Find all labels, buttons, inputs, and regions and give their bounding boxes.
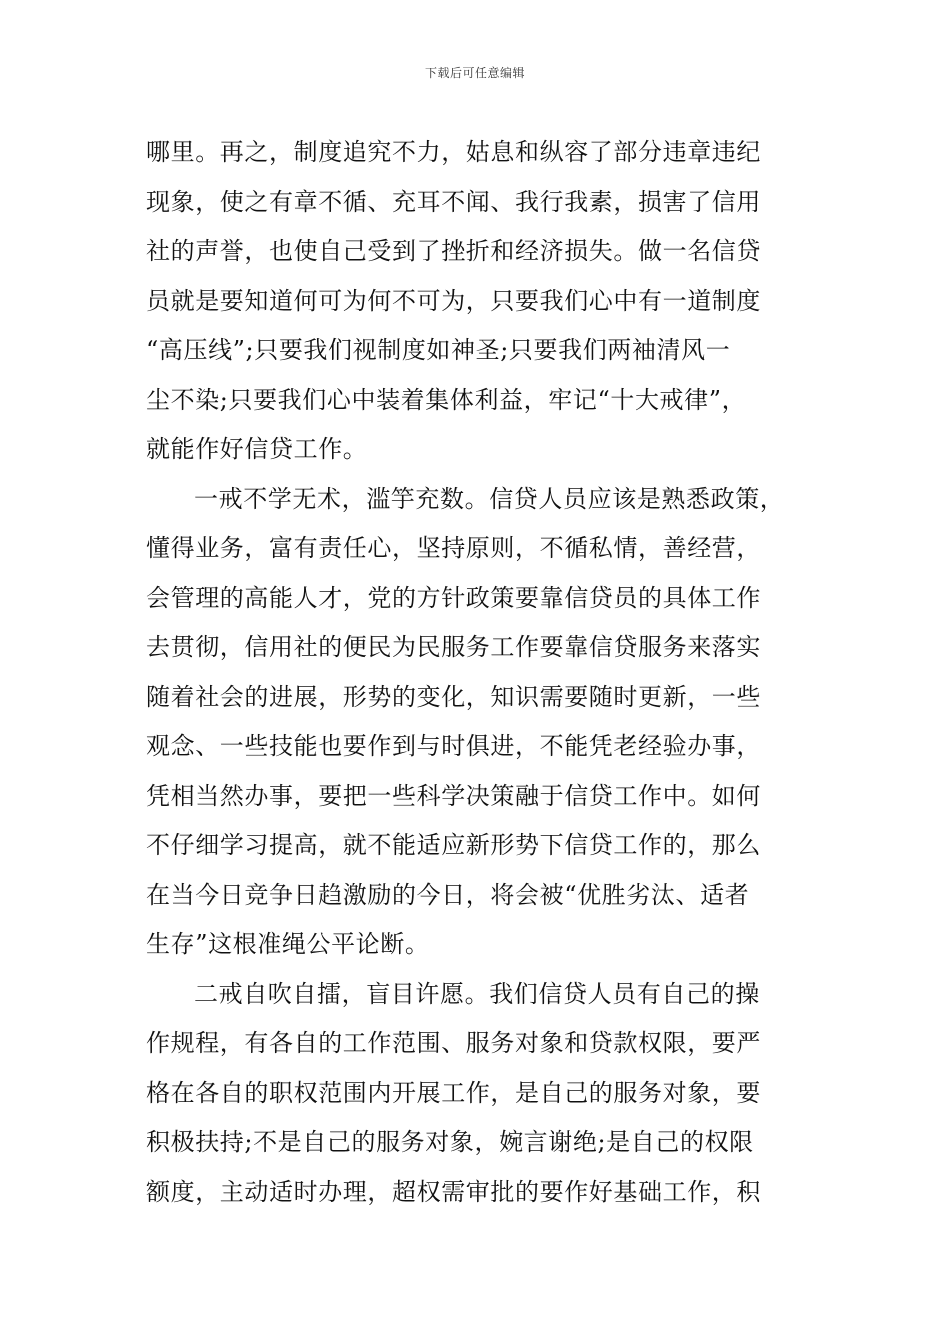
body-text — [146, 128, 816, 1217]
text-line: 积极扶持;不是自己的服务对象，婉言谢绝;是自己的权限 — [146, 1128, 754, 1156]
text-line: 现象，使之有章不循、充耳不闻、我行我素，损害了信用 — [146, 187, 761, 216]
text-line: 凭相当然办事，要把一些科学决策融于信贷工作中。如何 — [146, 781, 761, 810]
text-line: 社的声誉，也使自己受到了挫折和经济损失。做一名信贷 — [146, 237, 761, 265]
text-line: 去贯彻，信用社的便民为民服务工作要靠信贷服务来落实 — [146, 633, 761, 661]
text-line: 观念、一些技能也要作到与时俱进，不能凭老经验办事， — [146, 732, 761, 760]
text-line: 在当今日竞争日趋激励的今日，将会被“优胜劣汰、适者 — [146, 880, 750, 909]
text-line: 哪里。再之，制度追究不力，姑息和纵容了部分违章违纪 — [146, 138, 761, 166]
page-header: 下载后可任意编辑 — [424, 66, 525, 80]
text-line: 不仔细学习提高，就不能适应新形势下信贷工作的，那么 — [146, 831, 761, 859]
text-line: 员就是要知道何可为何不可为，只要我们心中有一道制度 — [146, 286, 761, 315]
text-line: 随着社会的进展，形势的变化，知识需要随时更新，一些 — [146, 682, 761, 711]
text-line: 就能作好信贷工作。 — [146, 435, 368, 463]
text-line: 会管理的高能人才，党的方针政策要靠信贷员的具体工作 — [146, 583, 761, 612]
paragraph-first-line: 二戒自吹自擂，盲目许愿。我们信贷人员有自己的操 — [194, 979, 760, 1008]
paragraph-first-line: 一戒不学无术，滥竽充数。信贷人员应该是熟悉政策， — [194, 484, 785, 513]
text-line: “高压线”;只要我们视制度如神圣;只要我们两袖清风一 — [146, 336, 731, 364]
text-line: 额度，主动适时办理，超权需审批的要作好基础工作，积 — [146, 1177, 761, 1206]
text-line: 格在各自的职权范围内开展工作，是自己的服务对象，要 — [146, 1078, 761, 1107]
text-line: 尘不染;只要我们心中装着集体利益，牢记“十大戒律”， — [146, 385, 747, 414]
text-line: 懂得业务，富有责任心，坚持原则，不循私情，善经营， — [146, 534, 761, 562]
text-line: 生存”这根准绳公平论断。 — [146, 930, 430, 958]
text-line: 作规程，有各自的工作范围、服务对象和贷款权限，要严 — [146, 1029, 761, 1057]
